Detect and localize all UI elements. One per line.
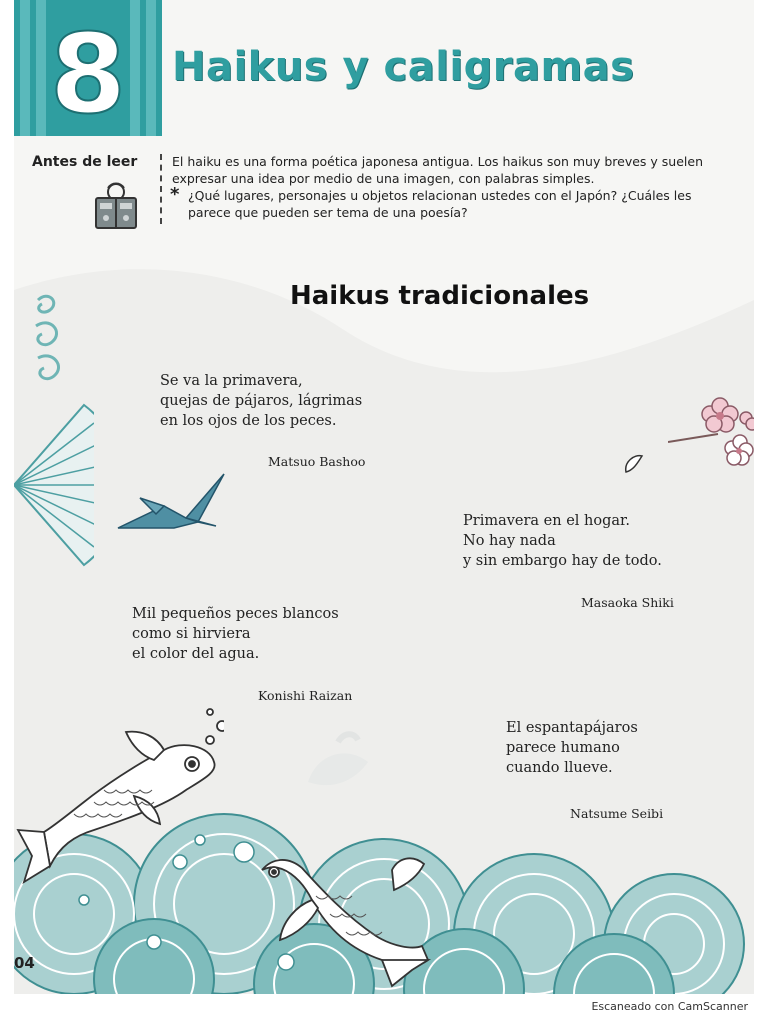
haiku-poem — [132, 604, 339, 664]
haiku-author: Matsuo Bashoo — [268, 454, 366, 469]
question-line: parece que pueden ser tema de una poesía? — [188, 205, 468, 220]
dashed-divider — [160, 154, 162, 224]
chapter-number-block — [14, 0, 162, 136]
textbook-page — [14, 0, 754, 994]
flower-icon — [668, 384, 754, 474]
haiku-line: cuando llueve. — [506, 760, 613, 776]
asterisk-icon: * — [170, 184, 180, 205]
question-line: ¿Qué lugares, personajes u objetos relacionan ustedes con el Japón? ¿Cuáles les — [188, 188, 692, 203]
scanner-credit: Escaneado con CamScanner — [591, 1000, 748, 1013]
haiku-line: quejas de pájaros, lágrimas — [160, 393, 363, 409]
haiku-line: el color del agua. — [132, 646, 260, 662]
page-number: 04 — [14, 954, 35, 972]
chapter-number: 8 — [49, 10, 127, 136]
intro-line: expresar una idea por medio de una imagen, con palabras simples. — [172, 171, 595, 186]
haiku-poem — [506, 718, 638, 778]
fan-icon — [14, 385, 94, 585]
haiku-author: Natsume Seibi — [570, 806, 664, 821]
before-reading-label: Antes de leer — [32, 154, 138, 170]
swirl-icon — [18, 290, 78, 390]
chapter-title: Haikus y caligramas — [172, 44, 635, 90]
crane-icon — [116, 468, 236, 534]
haiku-author: Konishi Raizan — [258, 688, 353, 703]
koi-fish-icon — [14, 706, 224, 896]
faint-fish-icon — [298, 722, 388, 802]
haiku-author: Masaoka Shiki — [581, 595, 674, 610]
haiku-line: Primavera en el hogar. — [463, 513, 630, 529]
haiku-line: El espantapájaros — [506, 720, 638, 736]
haiku-line: como si hirviera — [132, 626, 251, 642]
koi-fish-icon — [242, 850, 432, 990]
petal-icon — [622, 452, 646, 476]
haiku-poem — [463, 511, 662, 571]
haiku-line: Se va la primavera, — [160, 373, 303, 389]
haiku-line: Mil pequeños peces blancos — [132, 606, 339, 622]
haiku-line: y sin embargo hay de todo. — [463, 553, 662, 569]
book-reader-icon — [90, 180, 142, 232]
section-title: Haikus tradicionales — [290, 281, 590, 311]
haiku-line: parece humano — [506, 740, 620, 756]
haiku-line: No hay nada — [463, 533, 556, 549]
intro-line: El haiku es una forma poética japonesa antigua. Los haikus son muy breves y suelen — [172, 154, 703, 169]
haiku-line: en los ojos de los peces. — [160, 413, 337, 429]
haiku-poem — [160, 371, 362, 431]
